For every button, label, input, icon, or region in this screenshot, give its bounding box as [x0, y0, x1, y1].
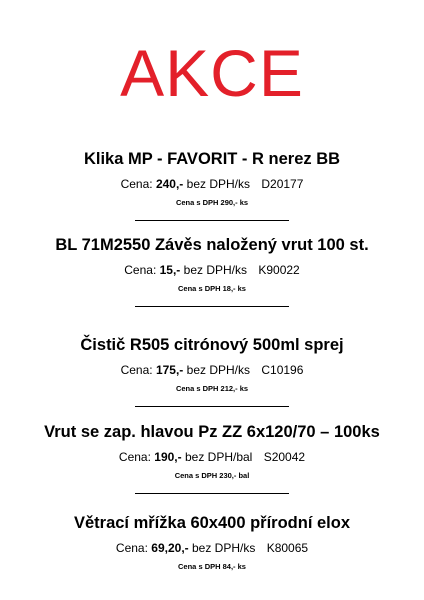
price-label: Cena:	[115, 541, 148, 555]
price-suffix: bez DPH/ks	[186, 363, 251, 377]
price-suffix: bez DPH/bal	[184, 450, 253, 464]
price-line	[0, 449, 424, 465]
product-block-3	[0, 334, 424, 407]
price-suffix: bez DPH/ks	[192, 541, 256, 555]
price-suffix: bez DPH/ks	[183, 263, 248, 277]
price-amount: 175,-	[155, 363, 184, 377]
product-block-4	[0, 421, 424, 494]
product-code: D20177	[261, 177, 304, 191]
product-title: Klika MP - FAVORIT - R nerez BB	[83, 150, 341, 168]
product-title: Čistič R505 citrónový 500ml sprej	[80, 336, 344, 354]
price-label: Cena:	[124, 263, 157, 277]
price-label: Cena:	[120, 363, 153, 377]
product-code: S20042	[263, 450, 306, 464]
product-title: BL 71M2550 Závěs naložený vrut 100 st.	[55, 236, 369, 254]
product-block-5	[0, 512, 424, 572]
price-label: Cena:	[118, 450, 151, 464]
product-title: Vrut se zap. hlavou Pz ZZ 6x120/70 – 100ks	[44, 423, 380, 441]
vat-price: Cena s DPH 230,- bal	[174, 471, 250, 480]
price-line	[0, 540, 424, 556]
price-line	[0, 362, 424, 378]
product-block-1	[0, 148, 424, 221]
price-label: Cena:	[120, 177, 153, 191]
headline: AKCE	[120, 36, 304, 110]
price-amount: 15,-	[159, 263, 181, 277]
divider	[135, 220, 289, 221]
divider	[135, 406, 289, 407]
price-suffix: bez DPH/ks	[186, 177, 251, 191]
divider	[135, 493, 289, 494]
price-line	[0, 176, 424, 192]
vat-price: Cena s DPH 290,- ks	[175, 198, 249, 207]
price-amount: 190,-	[154, 450, 182, 464]
vat-price: Cena s DPH 18,- ks	[178, 284, 246, 293]
product-code: K80065	[266, 541, 309, 555]
vat-price: Cena s DPH 84,- ks	[178, 562, 246, 571]
product-code: K90022	[258, 263, 300, 277]
product-title: Větrací mřížka 60x400 přírodní elox	[73, 514, 351, 532]
price-line	[0, 262, 424, 278]
divider	[135, 306, 289, 307]
vat-price: Cena s DPH 212,- ks	[175, 384, 249, 393]
product-block-2	[0, 234, 424, 307]
price-amount: 240,-	[155, 177, 184, 191]
product-code: C10196	[261, 363, 304, 377]
price-amount: 69,20,-	[151, 541, 189, 555]
